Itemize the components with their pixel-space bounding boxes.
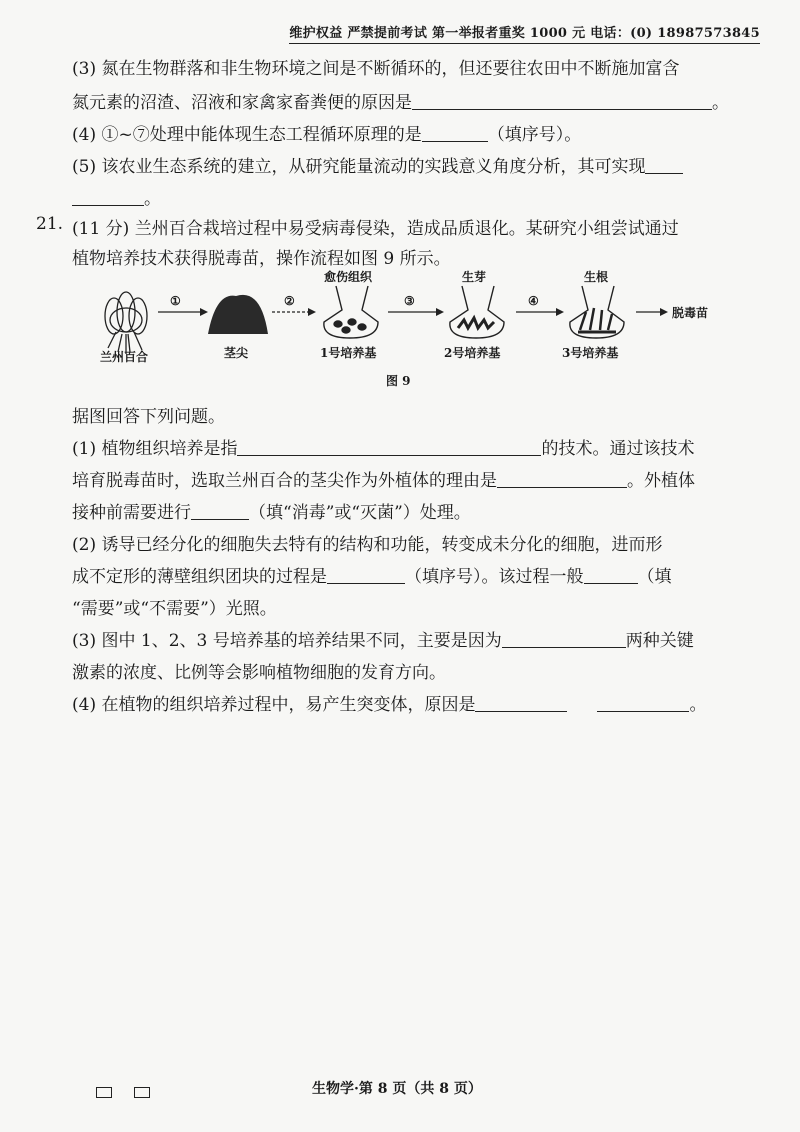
step-2-label: ② <box>284 294 295 308</box>
q20-p4-hint: （填序号）。 <box>487 125 582 145</box>
medium-2-flask-icon <box>450 286 504 338</box>
q21-p2-line3: “需要”或“不需要”）光照。 <box>72 599 277 619</box>
q21-p4-text: (4) 在植物的组织培养过程中，易产生突变体，原因是 <box>72 695 476 715</box>
stem-tip-label: 茎尖 <box>224 346 249 360</box>
q20-p4-line <box>72 120 581 145</box>
q21-number: 21. <box>36 214 64 234</box>
q20-p5-line2 <box>72 184 161 209</box>
q21-p3-answer-blank[interactable] <box>502 629 626 648</box>
q20-p4-answer-blank[interactable] <box>422 123 488 142</box>
q20-p5-text: (5) 该农业生态系统的建立，从研究能量流动的实践意义角度分析，其可实现 <box>72 157 646 177</box>
q21-intro-line2: 植物培养技术获得脱毒苗，操作流程如图 9 所示。 <box>72 249 451 269</box>
figure-9-diagram <box>96 272 736 372</box>
exam-header: 维护权益 严禁提前考试 第一举报者重奖 1000 元 电话：(0) 18987573845 <box>289 22 760 44</box>
figure-caption: 图 9 <box>386 374 411 388</box>
q20-p3-text: 氮元素的沼渣、沼液和家禽家畜粪便的原因是 <box>72 93 412 113</box>
medium-2-label: 2号培养基 <box>444 346 501 360</box>
q21-p1-line1 <box>72 434 694 459</box>
root-label: 生根 <box>584 270 609 284</box>
stem-tip-icon <box>208 295 268 334</box>
q21-p1-text-c: 培育脱毒苗时，选取兰州百合的茎尖作为外植体的理由是 <box>72 471 497 491</box>
plant-label: 兰州百合 <box>100 350 149 364</box>
q21-p1-answer-blank-a[interactable] <box>237 437 541 456</box>
q20-p5-answer-blank-a[interactable] <box>645 155 683 174</box>
q20-p5-answer-blank-b[interactable] <box>72 187 144 206</box>
q21-p2-answer-blank-b[interactable] <box>584 565 638 584</box>
q21-p4-answer-blank-b[interactable] <box>597 693 689 712</box>
q21-p1-answer-blank-c[interactable] <box>191 501 249 520</box>
q21-p4-answer-blank-a[interactable] <box>475 693 567 712</box>
figure-9 <box>96 272 736 382</box>
step-3-label: ③ <box>404 294 415 308</box>
q20-p3-end: 。 <box>712 93 729 113</box>
footer-box-2 <box>134 1087 150 1098</box>
q21-p1-line3 <box>72 498 471 523</box>
q20-p4-text: (4) ①~⑦处理中能体现生态工程循环原理的是 <box>72 125 422 145</box>
q20-p3-answer-blank[interactable] <box>412 91 712 110</box>
step-4-label: ④ <box>528 294 539 308</box>
q21-p1-text-e: 接种前需要进行 <box>72 503 191 523</box>
q21-p1-answer-blank-b[interactable] <box>497 469 627 488</box>
q21-p2-line1: (2) 诱导已经分化的细胞失去特有的结构和功能，转变成未分化的细胞，进而形 <box>72 535 663 555</box>
q21-p2-text-c: （填 <box>637 567 672 587</box>
medium-3-label: 3号培养基 <box>562 346 619 360</box>
q20-p3-line1: (3) 氮在生物群落和非生物环境之间是不断循环的，但还要往农田中不断施加富含 <box>72 59 680 79</box>
footer-boxes <box>96 1083 172 1102</box>
q21-p1-text-d: 。外植体 <box>627 471 695 491</box>
footer-box-1 <box>96 1087 112 1098</box>
medium-3-flask-icon <box>570 286 624 338</box>
q21-p3-text-a: (3) 图中 1、2、3 号培养基的培养结果不同，主要是因为 <box>72 631 502 651</box>
virus-free-seedling-label: 脱毒苗 <box>672 306 709 320</box>
q20-p3-line2 <box>72 88 729 113</box>
q21-p3-line1 <box>72 626 694 651</box>
q21-intro-line1: (11 分) 兰州百合栽培过程中易受病毒侵染，造成品质退化。某研究小组尝试通过 <box>72 219 679 239</box>
step-1-label: ① <box>170 294 181 308</box>
q20-p5-end: 。 <box>144 189 161 209</box>
q21-p1-text-b: 的技术。通过该技术 <box>541 439 695 459</box>
q21-p4-end: 。 <box>689 695 707 715</box>
page-footer: 生物学·第 8 页（共 8 页） <box>312 1081 482 1097</box>
q21-p2-text-a: 成不定形的薄壁组织团块的过程是 <box>72 567 327 587</box>
medium-1-label: 1号培养基 <box>320 346 377 360</box>
q20-p5-line1 <box>72 152 683 177</box>
q21-p3-line2: 激素的浓度、比例等会影响植物细胞的发育方向。 <box>72 663 446 683</box>
q21-p3-text-b: 两种关键 <box>625 631 694 651</box>
medium-1-flask-icon <box>324 286 378 338</box>
q21-p2-answer-blank-a[interactable] <box>327 565 405 584</box>
q21-p1-text-f: （填“消毒”或“灭菌”）处理。 <box>249 503 471 523</box>
q21-p4-line <box>72 690 706 715</box>
q21-p1-line2 <box>72 466 695 491</box>
callus-label: 愈伤组织 <box>324 270 373 284</box>
q21-p2-line2 <box>72 562 672 587</box>
q21-p1-text-a: (1) 植物组织培养是指 <box>72 439 238 459</box>
q21-prompt: 据图回答下列问题。 <box>72 407 225 427</box>
q21-p2-text-b: （填序号）。该过程一般 <box>405 567 584 587</box>
lily-plant-icon <box>105 292 147 354</box>
sprout-label: 生芽 <box>462 270 487 284</box>
